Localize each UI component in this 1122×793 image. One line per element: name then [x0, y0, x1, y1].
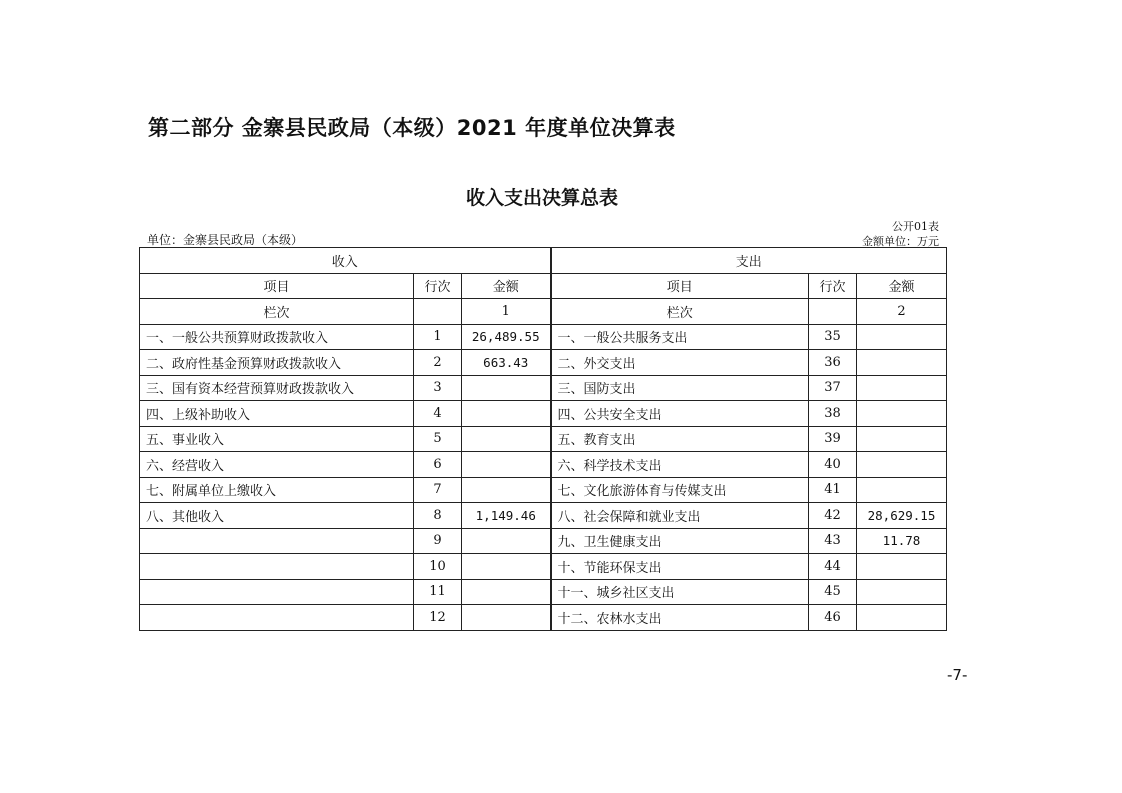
- income-amount: [462, 528, 551, 554]
- income-item: 五、事业收入: [140, 426, 414, 452]
- income-item: 六、经营收入: [140, 452, 414, 478]
- expense-amount: [857, 426, 947, 452]
- group-header-row: [140, 248, 947, 274]
- expense-item: 五、教育支出: [551, 426, 809, 452]
- table-row: [140, 579, 947, 605]
- table-title: 收入支出决算总表: [465, 187, 618, 209]
- expense-row-no: 38: [809, 401, 857, 427]
- income-item: 二、政府性基金预算财政拨款收入: [140, 350, 414, 376]
- income-row-no: 12: [414, 605, 462, 631]
- income-item: 八、其他收入: [140, 503, 414, 529]
- expense-amount: [857, 375, 947, 401]
- income-amount: 663.43: [462, 350, 551, 376]
- income-item: [140, 579, 414, 605]
- table-row: [140, 426, 947, 452]
- income-row-no: 6: [414, 452, 462, 478]
- income-item: 七、附属单位上缴收入: [140, 477, 414, 503]
- table-row: [140, 452, 947, 478]
- expense-item: 九、卫生健康支出: [551, 528, 809, 554]
- column-label-row: [140, 299, 947, 325]
- income-item: [140, 605, 414, 631]
- income-amount: [462, 452, 551, 478]
- expense-amount: [857, 605, 947, 631]
- expense-row-no: 39: [809, 426, 857, 452]
- expense-amount: 28,629.15: [857, 503, 947, 529]
- expense-row-no: 43: [809, 528, 857, 554]
- income-column-label: 栏次: [140, 299, 414, 325]
- expense-amount-header: 金额: [857, 273, 947, 299]
- expense-column-label-no: [809, 299, 857, 325]
- expense-item: 三、国防支出: [551, 375, 809, 401]
- expense-amount: [857, 554, 947, 580]
- page-number: -7-: [947, 666, 968, 684]
- expense-row-no: 37: [809, 375, 857, 401]
- expense-row-no: 45: [809, 579, 857, 605]
- table-row: [140, 350, 947, 376]
- income-row-no: 1: [414, 324, 462, 350]
- expense-item: 六、科学技术支出: [551, 452, 809, 478]
- income-item: [140, 528, 414, 554]
- income-row-no: 8: [414, 503, 462, 529]
- expense-row-no: 46: [809, 605, 857, 631]
- table-row: [140, 554, 947, 580]
- income-amount: [462, 605, 551, 631]
- expense-row-no-header: 行次: [809, 273, 857, 299]
- expense-row-no: 35: [809, 324, 857, 350]
- income-amount: [462, 426, 551, 452]
- expense-item: 七、文化旅游体育与传媒支出: [551, 477, 809, 503]
- income-row-no: 2: [414, 350, 462, 376]
- table-row: [140, 477, 947, 503]
- expense-item-header: 项目: [551, 273, 809, 299]
- income-amount: 26,489.55: [462, 324, 551, 350]
- income-item: 一、一般公共预算财政拨款收入: [140, 324, 414, 350]
- income-item: [140, 554, 414, 580]
- income-amount-header: 金额: [462, 273, 551, 299]
- expense-item: 四、公共安全支出: [551, 401, 809, 427]
- amount-unit-label: 金额单位：万元: [862, 235, 939, 248]
- form-code: 公开01表: [892, 220, 939, 233]
- expense-amount: [857, 579, 947, 605]
- expense-row-no: 44: [809, 554, 857, 580]
- income-column-label-no: [414, 299, 462, 325]
- income-group-header: 收入: [140, 248, 551, 274]
- expense-item: 十二、农林水支出: [551, 605, 809, 631]
- expense-amount: [857, 401, 947, 427]
- expense-item: 十、节能环保支出: [551, 554, 809, 580]
- column-header-row: [140, 273, 947, 299]
- table-row: [140, 503, 947, 529]
- expense-column-label: 栏次: [551, 299, 809, 325]
- table-row: [140, 605, 947, 631]
- income-row-no: 7: [414, 477, 462, 503]
- income-row-no: 11: [414, 579, 462, 605]
- expense-row-no: 40: [809, 452, 857, 478]
- table-row: [140, 401, 947, 427]
- expense-group-header: 支出: [551, 248, 947, 274]
- expense-item: 八、社会保障和就业支出: [551, 503, 809, 529]
- income-item: 三、国有资本经营预算财政拨款收入: [140, 375, 414, 401]
- expense-item: 十一、城乡社区支出: [551, 579, 809, 605]
- table-row: [140, 324, 947, 350]
- expense-item: 二、外交支出: [551, 350, 809, 376]
- income-amount: [462, 554, 551, 580]
- income-amount: [462, 401, 551, 427]
- expense-amount: [857, 350, 947, 376]
- expense-row-no: 41: [809, 477, 857, 503]
- income-item-header: 项目: [140, 273, 414, 299]
- expense-amount: [857, 452, 947, 478]
- expense-column-number: 2: [857, 299, 947, 325]
- income-row-no: 10: [414, 554, 462, 580]
- part-title: 第二部分 金寨县民政局（本级）2021 年度单位决算表: [148, 116, 676, 140]
- expense-item: 一、一般公共服务支出: [551, 324, 809, 350]
- table-row: [140, 375, 947, 401]
- income-row-no: 9: [414, 528, 462, 554]
- income-expense-table: [139, 247, 947, 631]
- expense-amount: [857, 477, 947, 503]
- expense-amount: 11.78: [857, 528, 947, 554]
- income-row-no: 4: [414, 401, 462, 427]
- income-item: 四、上级补助收入: [140, 401, 414, 427]
- income-row-no: 5: [414, 426, 462, 452]
- income-amount: [462, 579, 551, 605]
- income-amount: [462, 375, 551, 401]
- income-row-no-header: 行次: [414, 273, 462, 299]
- income-amount: 1,149.46: [462, 503, 551, 529]
- unit-label: 单位：金寨县民政局（本级）: [147, 233, 304, 247]
- income-row-no: 3: [414, 375, 462, 401]
- income-amount: [462, 477, 551, 503]
- expense-amount: [857, 324, 947, 350]
- table-row: [140, 528, 947, 554]
- expense-row-no: 36: [809, 350, 857, 376]
- income-column-number: 1: [462, 299, 551, 325]
- expense-row-no: 42: [809, 503, 857, 529]
